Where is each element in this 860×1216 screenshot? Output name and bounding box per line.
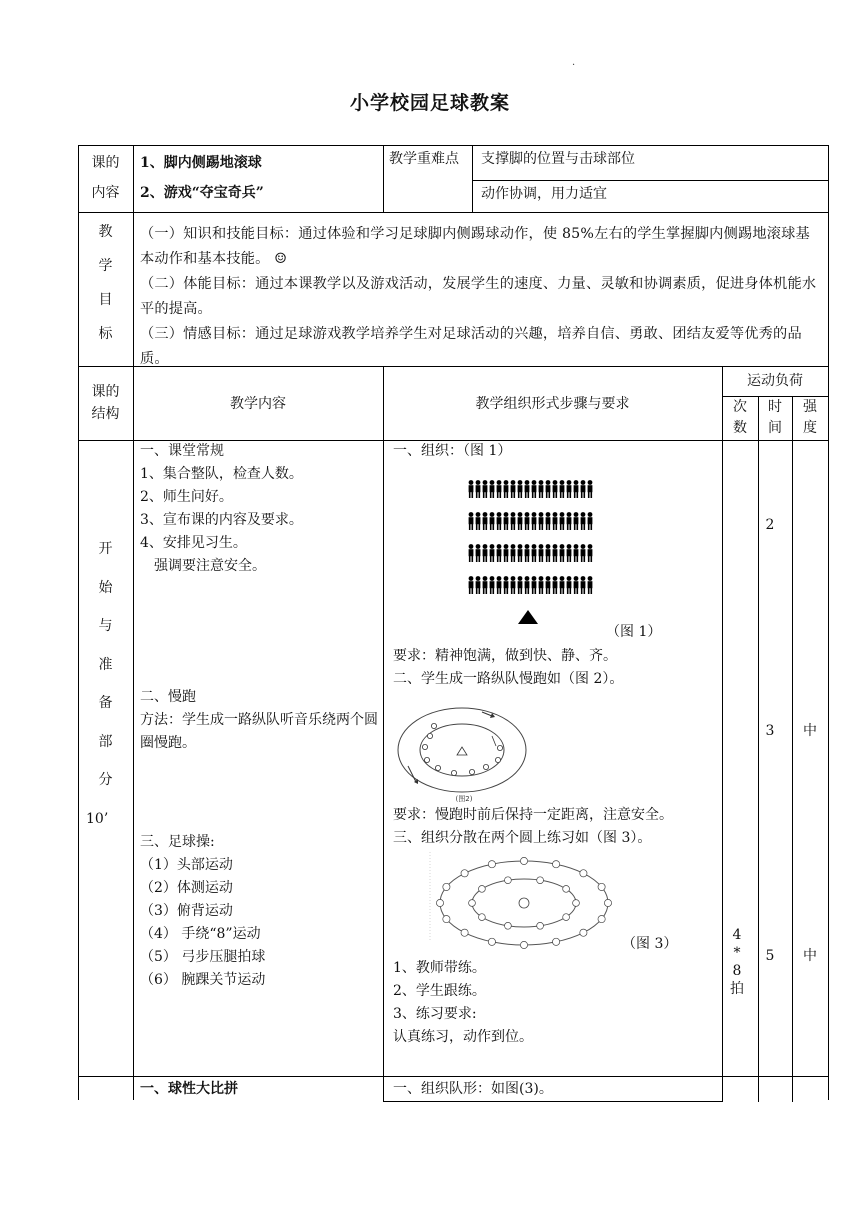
goal-label <box>78 215 133 351</box>
student-face-icon <box>598 916 605 923</box>
student-face-icon <box>488 938 495 945</box>
org-req-1 <box>393 645 721 691</box>
key-point-1: 支撑脚的位置与击球部位 <box>481 151 635 167</box>
student-face-icon <box>461 870 468 877</box>
structure-header <box>78 381 133 425</box>
goal-emotion: （三）情感目标：通过足球游戏教学培养学生对足球活动的兴趣，培养自信、勇敢、团结友爱等优秀的品质。 <box>140 326 802 367</box>
student-figure-icon <box>490 512 495 530</box>
load-header: 运动负荷 <box>747 373 803 389</box>
student-face-icon <box>563 914 570 921</box>
student-figure-icon <box>574 544 579 562</box>
count-header-char: 次 <box>733 399 747 415</box>
org-line: 要求：慢跑时前后保持一定距离，注意安全。 <box>393 807 673 823</box>
page-title: 小学校园足球教案 <box>349 92 510 114</box>
org-line: 1、教师带练。 <box>393 960 486 976</box>
goal-label-char: 标 <box>98 326 113 342</box>
student-figure-icon <box>497 544 502 562</box>
student-figure-icon <box>497 512 502 530</box>
student-figure-icon <box>581 576 586 594</box>
org-line: 3、练习要求: <box>393 1006 477 1022</box>
student-figure-icon <box>518 480 523 498</box>
student-dot-icon <box>497 745 502 750</box>
teacher-face-icon <box>519 898 529 908</box>
count-char: 4 <box>732 927 742 943</box>
student-figure-icon <box>546 544 551 562</box>
student-figure-icon <box>553 480 558 498</box>
student-figure-icon <box>469 512 474 530</box>
figure-2-jog-circles <box>394 700 528 806</box>
student-figure-icon <box>532 576 537 594</box>
count-char: 拍 <box>730 981 744 997</box>
intensity-header <box>792 397 828 439</box>
content-line: 2、师生问好。 <box>140 489 233 505</box>
student-figure-icon <box>574 576 579 594</box>
intensity-header-char: 度 <box>803 420 817 436</box>
student-face-icon <box>469 900 476 907</box>
routine-block <box>140 440 380 578</box>
section-name-char: 始 <box>98 579 113 596</box>
student-figure-icon <box>553 544 558 562</box>
student-figure-icon <box>567 480 572 498</box>
count-value <box>722 926 752 998</box>
goal-fitness: （二）体能目标：通过本课教学以及游戏活动，发展学生的速度、力量、灵敏和协调素质，促进身体机能水平的提高。 <box>140 276 817 317</box>
section-name-char: 与 <box>98 618 113 634</box>
student-figure-icon <box>476 576 481 594</box>
teacher-triangle-icon <box>518 610 538 624</box>
student-figure-icon <box>539 512 544 530</box>
student-face-icon <box>520 941 527 948</box>
goal-label-char: 教 <box>98 224 113 240</box>
student-figure-icon <box>588 512 593 530</box>
student-figure-icon <box>511 576 516 594</box>
student-dot-icon <box>427 733 432 738</box>
student-figure-icon <box>553 512 558 530</box>
student-figure-icon <box>504 480 509 498</box>
time-header <box>758 397 792 439</box>
section-name-char: 备 <box>98 695 113 711</box>
teacher-triangle-icon <box>457 747 467 755</box>
student-figure-icon <box>532 480 537 498</box>
figure-3-caption: （图 3） <box>622 936 678 952</box>
content-line: （6） 腕踝关节运动 <box>140 972 266 988</box>
content-header: 教学内容 <box>230 396 286 412</box>
student-face-icon <box>604 899 611 906</box>
content-line: （5） 弓步压腿拍球 <box>140 949 266 965</box>
student-dot-icon <box>422 744 427 749</box>
student-dot-icon <box>431 723 436 728</box>
student-dot-icon <box>424 757 429 762</box>
content-line: （4） 手绕“8”运动 <box>140 926 261 942</box>
org-block-3 <box>393 957 713 1049</box>
jog-block <box>140 686 380 755</box>
student-figure-icon <box>490 544 495 562</box>
student-face-icon <box>488 861 495 868</box>
student-figure-icon <box>574 480 579 498</box>
student-face-icon <box>553 861 560 868</box>
student-figure-icon <box>483 576 488 594</box>
content-line: （3）俯背运动 <box>140 903 233 919</box>
course-item: 1、脚内侧踢地滚球 <box>140 155 262 171</box>
student-face-icon <box>537 922 544 929</box>
section-name <box>78 530 133 800</box>
count-char: * <box>733 945 741 961</box>
student-face-icon <box>537 877 544 884</box>
count-header-char: 数 <box>733 420 747 436</box>
student-figure-icon <box>525 512 530 530</box>
section2-content-title: 一、球性大比拼 <box>140 1081 238 1097</box>
content-line: 4、安排见习生。 <box>140 535 247 551</box>
student-figure-icon <box>567 576 572 594</box>
time-header-char: 间 <box>768 420 782 436</box>
course-label <box>78 146 133 208</box>
org-header: 教学组织形式步骤与要求 <box>475 396 630 412</box>
student-face-icon <box>443 883 450 890</box>
student-figure-icon <box>581 544 586 562</box>
org-line: 要求：精神饱满，做到快、静、齐。 <box>393 648 617 664</box>
content-line: 1、集合整队，检查人数。 <box>140 466 303 482</box>
org-line: 三、组织分散在两个圆上练习如（图 3）。 <box>393 830 652 846</box>
time-header-char: 时 <box>768 399 782 415</box>
student-face-icon <box>479 886 486 893</box>
student-face-icon <box>479 914 486 921</box>
student-figure-icon <box>483 512 488 530</box>
student-figure-icon <box>588 544 593 562</box>
student-face-icon <box>580 870 587 877</box>
goal-label-char: 目 <box>98 292 113 308</box>
header-dot: · <box>572 60 576 71</box>
student-figure-icon <box>539 544 544 562</box>
student-face-icon <box>598 883 605 890</box>
student-figure-icon <box>511 512 516 530</box>
student-face-icon <box>505 922 512 929</box>
student-figure-icon <box>532 512 537 530</box>
course-item: 2、游戏“夺宝奇兵” <box>140 185 264 201</box>
structure-header-line: 课的 <box>91 384 120 400</box>
key-point-2: 动作协调，用力适宜 <box>481 186 607 202</box>
student-figure-icon <box>546 512 551 530</box>
student-figure-icon <box>518 576 523 594</box>
formation-rows <box>469 480 593 594</box>
figure-2-caption: (图2) <box>455 795 473 803</box>
student-figure-icon <box>532 544 537 562</box>
exercise-block <box>140 831 380 992</box>
content-line: 二、慢跑 <box>140 689 196 705</box>
student-figure-icon <box>581 512 586 530</box>
time-value-2: 3 <box>765 723 775 739</box>
student-figure-icon <box>581 480 586 498</box>
course-label-line: 课的 <box>91 155 120 171</box>
student-face-icon <box>520 857 527 864</box>
goal-knowledge: （一）知识和技能目标：通过体验和学习足球脚内侧踢球动作，使 85%左右的学生掌握脚内侧踢地滚球基本动作和基本技能。 ☺ <box>140 226 810 267</box>
student-figure-icon <box>518 512 523 530</box>
section-name-char: 部 <box>98 733 113 750</box>
section2-org-title: 一、组织队形：如图(3)。 <box>393 1081 553 1097</box>
intensity-value-1: 中 <box>803 723 817 739</box>
student-face-icon <box>461 929 468 936</box>
org-line: 2、学生跟练。 <box>393 983 486 999</box>
student-figure-icon <box>546 480 551 498</box>
student-figure-icon <box>476 480 481 498</box>
student-figure-icon <box>539 480 544 498</box>
student-dot-icon <box>451 770 456 775</box>
count-header <box>722 397 758 439</box>
student-figure-icon <box>497 480 502 498</box>
org-line: 二、学生成一路纵队慢跑如（图 2）。 <box>393 671 624 687</box>
student-figure-icon <box>574 512 579 530</box>
figure-1-caption: （图 1） <box>606 624 662 640</box>
student-figure-icon <box>567 512 572 530</box>
student-figure-icon <box>525 480 530 498</box>
student-face-icon <box>553 938 560 945</box>
content-line: 3、宣布课的内容及要求。 <box>140 512 303 528</box>
section-name-char: 分 <box>98 772 113 788</box>
student-figure-icon <box>504 512 509 530</box>
section-name-char: 开 <box>98 541 113 557</box>
figure-1-formation <box>466 476 596 626</box>
student-figure-icon <box>490 480 495 498</box>
figure-3-circles <box>422 846 612 950</box>
student-figure-icon <box>476 544 481 562</box>
org-block-2 <box>393 804 722 850</box>
student-figure-icon <box>560 480 565 498</box>
student-figure-icon <box>525 576 530 594</box>
student-face-icon <box>436 899 443 906</box>
student-figure-icon <box>588 576 593 594</box>
goal-label-char: 学 <box>98 258 113 274</box>
student-figure-icon <box>567 544 572 562</box>
student-face-icon <box>505 877 512 884</box>
student-figure-icon <box>511 480 516 498</box>
structure-header-line: 结构 <box>91 406 120 422</box>
student-figure-icon <box>539 576 544 594</box>
content-line: 一、课堂常规 <box>140 443 224 459</box>
student-figure-icon <box>497 576 502 594</box>
section-name-char: 准 <box>98 656 113 673</box>
student-figure-icon <box>560 576 565 594</box>
student-figure-icon <box>588 480 593 498</box>
goals-text <box>140 222 824 372</box>
student-face-icon <box>443 916 450 923</box>
content-line: 方法：学生成一路纵队听音乐绕两个圆圈慢跑。 <box>140 712 378 751</box>
org-line: 认真练习，动作到位。 <box>393 1029 533 1045</box>
intensity-header-char: 强 <box>803 399 817 415</box>
student-figure-icon <box>483 480 488 498</box>
student-face-icon <box>573 900 580 907</box>
time-value-1: 2 <box>765 517 775 533</box>
content-line: 强调要注意安全。 <box>140 558 266 574</box>
student-figure-icon <box>476 512 481 530</box>
section-duration: 10’ <box>86 811 109 827</box>
org-title-1: 一、组织：（图 1） <box>393 443 512 459</box>
student-dot-icon <box>435 765 440 770</box>
student-figure-icon <box>546 576 551 594</box>
student-figure-icon <box>511 544 516 562</box>
content-line: （1）头部运动 <box>140 857 233 873</box>
student-dot-icon <box>469 769 474 774</box>
content-line: （2）体测运动 <box>140 880 233 896</box>
student-figure-icon <box>518 544 523 562</box>
course-items <box>140 146 380 208</box>
student-figure-icon <box>560 544 565 562</box>
student-figure-icon <box>469 544 474 562</box>
student-figure-icon <box>553 576 558 594</box>
student-figure-icon <box>560 512 565 530</box>
student-figure-icon <box>483 544 488 562</box>
time-value-3: 5 <box>765 948 775 964</box>
student-figure-icon <box>504 544 509 562</box>
count-char: 8 <box>732 963 742 979</box>
student-dot-icon <box>483 764 488 769</box>
student-figure-icon <box>525 544 530 562</box>
student-face-icon <box>580 929 587 936</box>
student-face-icon <box>563 886 570 893</box>
student-figure-icon <box>504 576 509 594</box>
course-label-line: 内容 <box>91 185 120 201</box>
student-figure-icon <box>469 576 474 594</box>
key-points-label: 教学重难点 <box>389 151 459 167</box>
content-line: 三、足球操: <box>140 834 215 850</box>
intensity-value-2: 中 <box>803 948 817 964</box>
student-figure-icon <box>490 576 495 594</box>
student-dot-icon <box>495 757 500 762</box>
student-figure-icon <box>469 480 474 498</box>
